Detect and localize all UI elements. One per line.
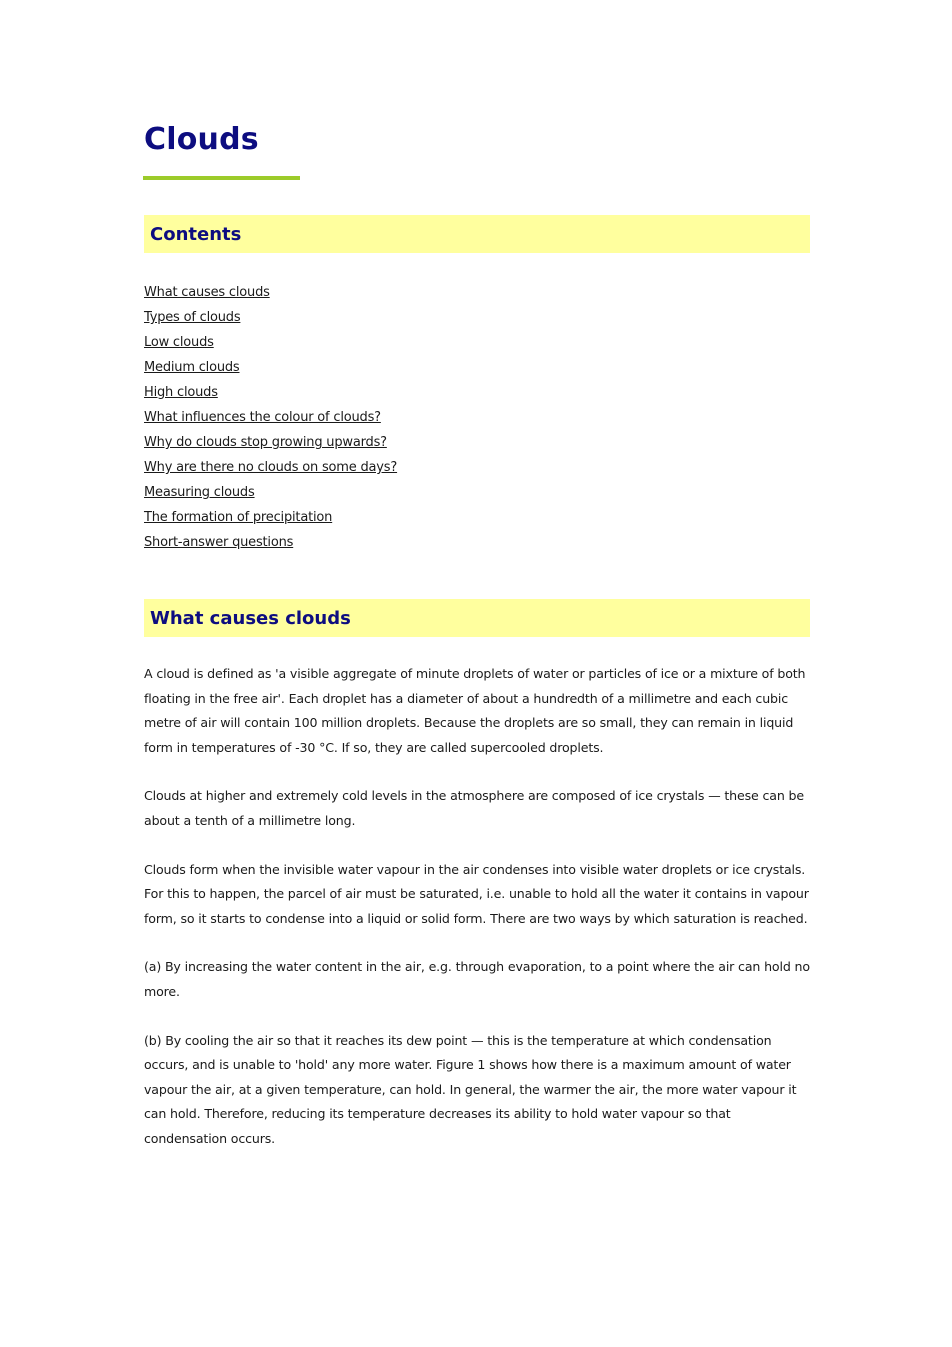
toc-item: [144, 457, 397, 482]
toc-item: [144, 357, 397, 382]
title-underline: [143, 176, 300, 180]
what-causes-clouds-body: [144, 662, 810, 1176]
toc-item: [144, 432, 397, 457]
toc-link-formation-of-precipitation[interactable]: The formation of precipitation: [144, 510, 333, 525]
paragraph-option-a: (a) By increasing the water content in the air, e.g. through evaporation, to a point where the air can hold no more.: [144, 959, 810, 999]
contents-heading: Contents: [150, 224, 242, 245]
toc-link-short-answer-questions[interactable]: Short-answer questions: [144, 535, 294, 550]
toc-link-what-causes-clouds[interactable]: What causes clouds: [144, 285, 270, 300]
table-of-contents: [144, 282, 397, 557]
paragraph-cloud-definition: A cloud is defined as 'a visible aggregate of minute droplets of water or particles of ice or a mixture of both floating in the free air'. Each droplet has a diameter of about a hundredth of a millimetre and each cubic metre of air will contain 100 million droplets. Because the droplets are so small, they can remain in liquid form in temperatures of -30 °C. If so, they are called supercooled droplets.: [144, 666, 806, 755]
paragraph-cloud-formation: Clouds form when the invisible water vapour in the air condenses into visible water droplets or ice crystals. For this to happen, the parcel of air must be saturated, i.e. unable to hold all the water it contains in vapour form, so it starts to condense into a liquid or solid form. There are two ways by which saturation is reached.: [144, 861, 809, 926]
toc-item: [144, 482, 397, 507]
toc-item: [144, 507, 397, 532]
paragraph-option-b: (b) By cooling the air so that it reaches its dew point — this is the temperature at which condensation occurs, and is unable to 'hold' any more water. Figure 1 shows how there is a maximum amount of water vapour the air, at a given temperature, can hold. In general, the warmer the air, the more water vapour it can hold. Therefore, reducing its temperature decreases its ability to hold water vapour so that condensation occurs.: [144, 1032, 797, 1146]
paragraph-ice-crystals: Clouds at higher and extremely cold levels in the atmosphere are composed of ice crystals — these can be about a tenth of a millimetre long.: [144, 788, 804, 828]
toc-link-no-clouds[interactable]: Why are there no clouds on some days?: [144, 460, 398, 475]
toc-item: [144, 407, 397, 432]
toc-item: [144, 307, 397, 332]
what-causes-clouds-heading: What causes clouds: [150, 608, 351, 629]
what-causes-clouds-header-band: [144, 599, 810, 637]
toc-link-medium-clouds[interactable]: Medium clouds: [144, 360, 240, 375]
toc-link-colour-of-clouds[interactable]: What influences the colour of clouds?: [144, 410, 381, 425]
toc-link-types-of-clouds[interactable]: Types of clouds: [144, 310, 241, 325]
toc-link-stop-growing-upwards[interactable]: Why do clouds stop growing upwards?: [144, 435, 387, 450]
contents-header-band: [144, 215, 810, 253]
toc-item: [144, 282, 397, 307]
toc-item: [144, 532, 397, 557]
toc-link-low-clouds[interactable]: Low clouds: [144, 335, 214, 350]
page-title: Clouds: [144, 122, 259, 157]
toc-link-high-clouds[interactable]: High clouds: [144, 385, 218, 400]
toc-item: [144, 332, 397, 357]
toc-link-measuring-clouds[interactable]: Measuring clouds: [144, 485, 255, 500]
toc-item: [144, 382, 397, 407]
